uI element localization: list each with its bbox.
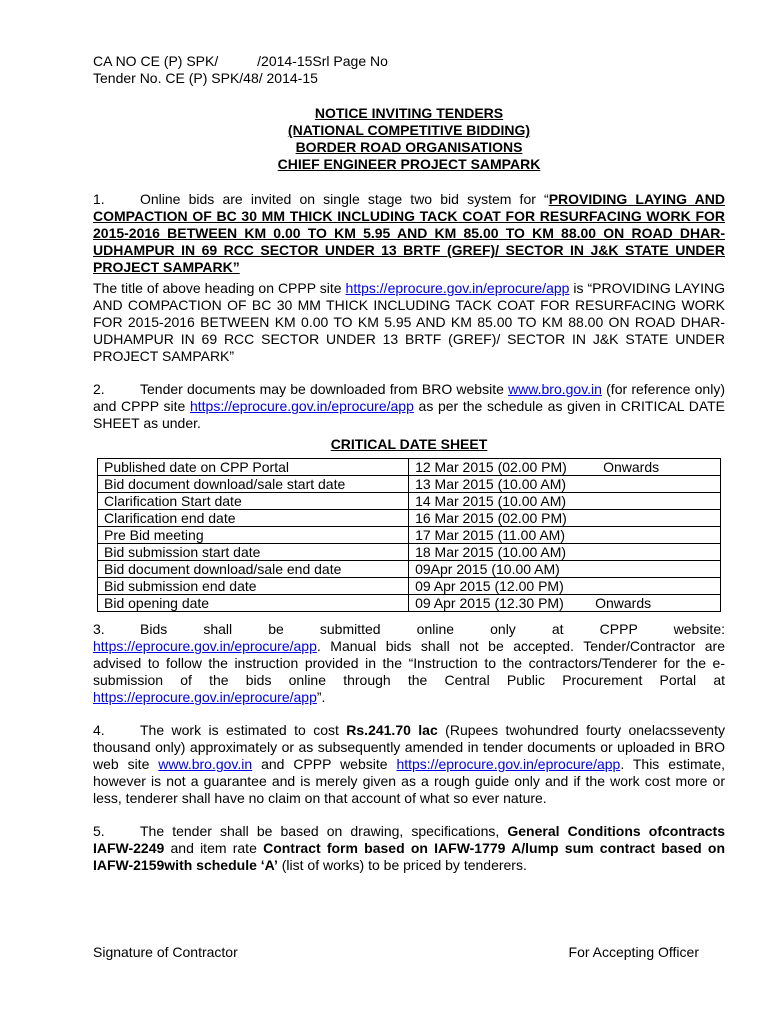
- date-cell: [409, 493, 721, 510]
- critical-date-table: [97, 458, 721, 612]
- paragraph-3: 3. Bids shall be submitted online only at CPPP website:: [93, 621, 725, 637]
- event-cell: Bid document download/sale end date: [98, 561, 409, 578]
- event-cell: Clarification end date: [98, 510, 409, 527]
- date-cell: [409, 561, 721, 578]
- date-value: 09 Apr 2015 (12.30 PM): [415, 595, 564, 611]
- date-cell: [409, 459, 721, 476]
- date-cell: [409, 476, 721, 493]
- date-cell: [409, 527, 721, 544]
- table-row: [98, 476, 721, 493]
- ca-number-line: CA NO CE (P) SPK/ /2014-15Srl Page No: [93, 53, 388, 69]
- event-cell: Clarification Start date: [98, 493, 409, 510]
- date-value: 13 Mar 2015 (10.00 AM): [415, 476, 567, 492]
- table-row: [98, 459, 721, 476]
- event-cell: Bid opening date: [98, 595, 409, 612]
- cppp-link[interactable]: https://eprocure.gov.in/eprocure/app: [93, 638, 317, 654]
- date-value: 09 Apr 2015 (12.00 PM): [415, 578, 564, 594]
- paragraph-4: 4. The work is estimated to cost Rs.241.70 lac (Rupees twohundred fourty onelacsseventy thousand only) approximately or as subsequently amended in tender documents or uploaded in BRO web site www.bro.gov.in and CPPP website https://eprocure.gov.in/eprocure/app. This estimate, however is not a guarantee and is merely given as a rough guide only and if the work cost more or less, tenderer shall have no claim on that account of what so ever nature.: [93, 722, 725, 806]
- event-cell: Bid submission start date: [98, 544, 409, 561]
- cppp-link[interactable]: https://eprocure.gov.in/eprocure/app: [93, 689, 317, 705]
- paragraph-number: 1.: [93, 191, 105, 207]
- table-row: [98, 544, 721, 561]
- bro-link[interactable]: www.bro.gov.in: [508, 381, 602, 397]
- notice-headings: [93, 105, 725, 173]
- paragraph-1-title: The title of above heading on CPPP site https://eprocure.gov.in/eprocure/app is “PROVIDING LAYING AND COMPACTION OF BC 30 MM THICK INCLUDING TACK COAT FOR RESURFACING WORK FOR 2015-2016 BETWEEN KM 0.00 TO KM 5.95 AND KM 85.00 TO KM 88.00 ON ROAD DHAR-UDHAMPUR IN 69 RCC SECTOR UNDER 13 BRTF (GREF)/ SECTOR IN J&K STATE UNDER PROJECT SAMPARK”: [93, 280, 725, 364]
- paragraph-2: 2. Tender documents may be downloaded from BRO website www.bro.gov.in (for reference only) and CPPP site https://eprocure.gov.in/eprocure/app as per the schedule as given in CRITICAL DATE SHEET as under.: [93, 381, 726, 431]
- cppp-link[interactable]: https://eprocure.gov.in/eprocure/app: [345, 280, 570, 296]
- heading-organisation: BORDER ROAD ORGANISATIONS: [295, 139, 523, 155]
- date-cell: [409, 544, 721, 561]
- paragraph-1: 1. Online bids are invited on single stage two bid system for “PROVIDING LAYING AND COMPACTION OF BC 30 MM THICK INCLUDING TACK COAT FOR RESURFACING WORK FOR 2015-2016 BETWEEN KM 0.00 TO KM 5.95 AND KM 85.00 TO KM 88.00 ON ROAD DHAR-UDHAMPUR IN 69 RCC SECTOR UNDER 13 BRTF (GREF)/ SECTOR IN J&K STATE UNDER PROJECT SAMPARK”: [93, 191, 725, 275]
- date-value: 12 Mar 2015 (02.00 PM): [415, 459, 567, 475]
- date-value: 16 Mar 2015 (02.00 PM): [415, 510, 567, 526]
- date-value: 09Apr 2015 (10.00 AM): [415, 561, 560, 577]
- table-row: [98, 527, 721, 544]
- heading-bidding: (NATIONAL COMPETITIVE BIDDING): [287, 122, 531, 138]
- date-value: 14 Mar 2015 (10.00 AM): [415, 493, 567, 509]
- cppp-link[interactable]: https://eprocure.gov.in/eprocure/app: [189, 398, 414, 414]
- table-row: [98, 510, 721, 527]
- heading-chief-engineer: CHIEF ENGINEER PROJECT SAMPARK: [277, 156, 541, 172]
- signature-block: [93, 944, 699, 960]
- date-note: Onwards: [603, 459, 660, 475]
- document-page: [93, 53, 725, 874]
- estimated-cost: Rs.241.70 lac: [346, 722, 438, 738]
- event-cell: Pre Bid meeting: [98, 527, 409, 544]
- date-note: Onwards: [595, 595, 652, 611]
- table-row: [98, 578, 721, 595]
- date-cell: [409, 595, 721, 612]
- paragraph-5: 5. The tender shall be based on drawing, specifications, General Conditions ofcontracts IAFW-2249 and item rate Contract form based on IAFW-1779 A/lump sum contract based on IAFW-2159with schedule ‘A’ (list of works) to be priced by tenderers.: [93, 823, 725, 873]
- table-row: [98, 595, 721, 612]
- cppp-link[interactable]: https://eprocure.gov.in/eprocure/app: [396, 756, 621, 772]
- date-value: 17 Mar 2015 (11.00 AM): [415, 527, 566, 543]
- paragraph-3-cont: https://eprocure.gov.in/eprocure/app. Manual bids shall not be accepted. Tender/Contractor are advised to follow the instruction provided in the “Instruction to the contractors/Tenderer for the e-submission of the bids online through the Central Public Procurement Portal at https://eprocure.gov.in/eprocure/app”.: [93, 638, 725, 705]
- date-value: 18 Mar 2015 (10.00 AM): [415, 544, 567, 560]
- heading-notice: NOTICE INVITING TENDERS: [314, 105, 504, 121]
- date-cell: [409, 578, 721, 595]
- event-cell: Published date on CPP Portal: [98, 459, 409, 476]
- date-cell: [409, 510, 721, 527]
- table-row: [98, 561, 721, 578]
- accepting-officer-label: For Accepting Officer: [568, 944, 699, 960]
- work-description: PROVIDING LAYING AND COMPACTION OF BC 30 MM THICK INCLUDING TACK COAT FOR RESURFACING WORK FOR 2015-2016 BETWEEN KM 0.00 TO KM 5.95 AND KM 85.00 TO KM 88.00 ON ROAD DHAR-UDHAMPUR IN 69 RCC SECTOR UNDER 13 BRTF (GREF)/ SECTOR IN J&K STATE UNDER PROJECT SAMPARK”: [93, 191, 725, 275]
- critical-date-sheet-title: CRITICAL DATE SHEET: [330, 436, 488, 452]
- table-row: [98, 493, 721, 510]
- event-cell: Bid document download/sale start date: [98, 476, 409, 493]
- tender-number-line: Tender No. CE (P) SPK/48/ 2014-15: [93, 70, 318, 86]
- contractor-signature-label: Signature of Contractor: [93, 944, 238, 960]
- event-cell: Bid submission end date: [98, 578, 409, 595]
- bro-link[interactable]: www.bro.gov.in: [158, 756, 253, 772]
